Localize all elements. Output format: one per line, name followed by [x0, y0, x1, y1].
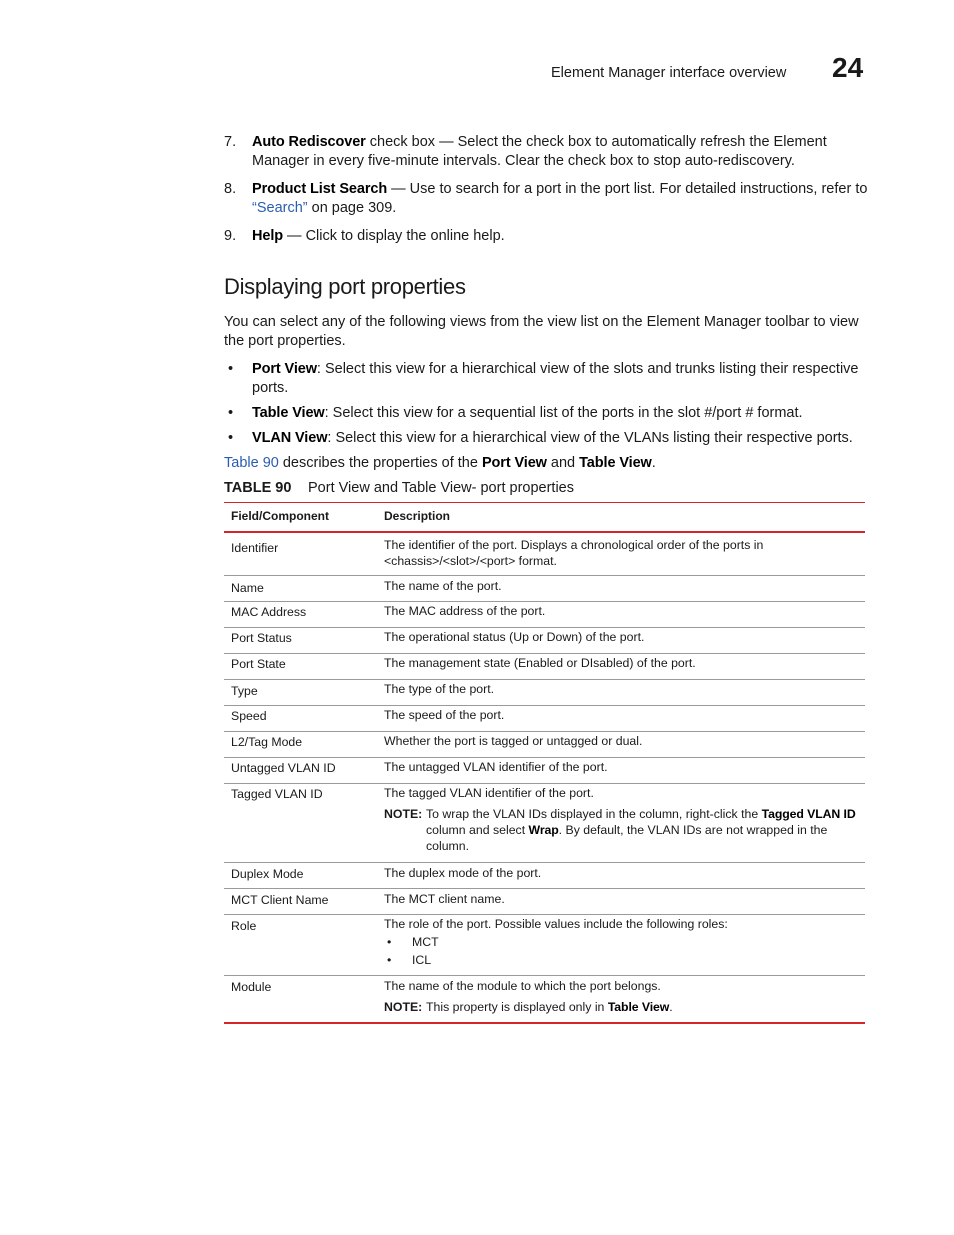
field-cell: Module [231, 980, 272, 994]
description-cell: Whether the port is tagged or untagged or dual. [384, 734, 643, 748]
table-90-link[interactable]: Table 90 [224, 455, 279, 471]
table-row [224, 758, 865, 784]
field-cell: Identifier [231, 541, 279, 555]
list-item [224, 227, 868, 246]
section-title: Displaying port properties [224, 274, 466, 299]
note-term: Table View [607, 1000, 670, 1014]
field-cell: Type [231, 684, 258, 698]
description-cell: The MCT client name. [384, 892, 505, 906]
note-text: To wrap the VLAN IDs displayed in the column, right-click the [426, 807, 762, 821]
item-text: — Click to display the online help. [283, 228, 505, 244]
field-cell: Role [231, 919, 257, 933]
item-text: — Use to search for a port in the port list. For detailed instructions, refer to [387, 181, 868, 197]
field-cell: L2/Tag Mode [231, 735, 303, 749]
note-text: . By default, the VLAN IDs are not wrapped in the column. [426, 823, 828, 853]
bullet-dot: • [387, 935, 392, 949]
description-cell: The operational status (Up or Down) of the port. [384, 630, 645, 644]
bullet-term: VLAN View [252, 430, 328, 446]
note [384, 806, 862, 854]
item-tail: on page 309. [307, 200, 397, 216]
note-label: NOTE: [384, 807, 423, 821]
item-term: Auto Rediscover [252, 134, 366, 150]
field-cell: Port State [231, 657, 286, 671]
field-cell: Name [231, 581, 264, 595]
bullet-item [224, 404, 868, 423]
bullet-text: : Select this view for a sequential list of the ports in the slot #/port # format. [324, 405, 803, 421]
table-row [224, 732, 865, 758]
note-label: NOTE: [384, 1000, 423, 1014]
description-text: The role of the port. Possible values include the following roles: [384, 917, 728, 931]
list-item [224, 180, 868, 218]
table-row [224, 602, 865, 628]
field-cell: Port Status [231, 631, 292, 645]
table-row [224, 654, 865, 680]
table-row [224, 889, 865, 915]
role-item-label: MCT [412, 935, 439, 949]
table-row [224, 680, 865, 706]
description-cell [384, 978, 862, 1015]
item-number: 8. [224, 181, 237, 197]
table-header-row [224, 503, 865, 533]
description-cell: The type of the port. [384, 682, 495, 696]
list-item [224, 133, 868, 171]
table-row [224, 915, 865, 976]
description-text: The tagged VLAN identifier of the port. [384, 786, 594, 800]
field-cell: MCT Client Name [231, 893, 329, 907]
bullet-item [224, 429, 868, 448]
running-header-title: Element Manager interface overview [551, 65, 787, 81]
table-row [224, 706, 865, 732]
description-cell: The management state (Enabled or DIsabled) of the port. [384, 656, 696, 670]
description-cell: The untagged VLAN identifier of the port. [384, 760, 608, 774]
note-term: Tagged VLAN ID [761, 807, 856, 821]
field-cell: Tagged VLAN ID [231, 787, 323, 801]
bullet-dot: • [228, 361, 234, 377]
chapter-number: 24 [832, 52, 864, 83]
item-number: 7. [224, 134, 237, 150]
bullet-dot: • [228, 405, 234, 421]
bullet-text: : Select this view for a hierarchical view of the slots and trunks listing their respective ports. [252, 361, 859, 396]
description-cell: The speed of the port. [384, 708, 505, 722]
item-term: Help [252, 228, 284, 244]
description-cell [384, 916, 862, 968]
role-item [384, 934, 862, 950]
description-cell: The identifier of the port. Displays a chronological order of the ports in <chassis>/<slot>/<port> format. [384, 538, 764, 568]
ref-text: describes the properties of the [278, 455, 482, 471]
item-term: Product List Search [252, 181, 388, 197]
bullet-dot: • [228, 430, 234, 446]
item-number: 9. [224, 228, 237, 244]
note-text: . [669, 1000, 673, 1014]
role-item [384, 952, 862, 968]
bullet-term: Table View [252, 405, 325, 421]
table-reference [224, 454, 868, 473]
header-field: Field/Component [231, 509, 329, 523]
header-description: Description [384, 509, 451, 523]
field-cell: MAC Address [231, 605, 307, 619]
table-row [224, 863, 865, 889]
numbered-list [224, 133, 868, 255]
note-text: column and select [426, 823, 529, 837]
table-title: Port View and Table View- port properties [308, 480, 574, 496]
description-cell: The MAC address of the port. [384, 604, 546, 618]
table-row [224, 576, 865, 602]
description-cell [384, 785, 862, 854]
bullet-item [224, 360, 868, 398]
field-cell: Duplex Mode [231, 867, 304, 881]
note [384, 999, 862, 1015]
description-text: The name of the module to which the port belongs. [384, 979, 661, 993]
description-cell: The duplex mode of the port. [384, 866, 542, 880]
search-link[interactable]: “Search” [252, 200, 308, 216]
field-cell: Speed [231, 709, 267, 723]
bullet-dot: • [387, 953, 392, 967]
note-term: Wrap [528, 823, 559, 837]
note-text: This property is displayed only in [426, 1000, 608, 1014]
ref-term-table-view: Table View [579, 455, 652, 471]
properties-table [224, 502, 865, 1024]
item-text: check box — Select the check box to automatically refresh the Element Manager in every five-minute intervals. Clear the check box to stop auto-rediscovery. [252, 134, 827, 169]
bullet-text: : Select this view for a hierarchical view of the VLANs listing their respective ports. [327, 430, 853, 446]
ref-term-port-view: Port View [481, 455, 547, 471]
table-label: TABLE 90 [224, 480, 292, 496]
intro-paragraph: You can select any of the following views from the view list on the Element Manager toolbar to view the port properties. [224, 314, 859, 349]
table-row [224, 628, 865, 654]
role-item-label: ICL [412, 953, 432, 967]
table-row [224, 976, 865, 1024]
field-cell: Untagged VLAN ID [231, 761, 336, 775]
table-caption [224, 480, 574, 496]
table-row [224, 784, 865, 863]
table-row [224, 533, 865, 576]
ref-text: and [546, 455, 580, 471]
ref-text: . [651, 455, 656, 471]
description-cell: The name of the port. [384, 579, 502, 593]
bullet-term: Port View [252, 361, 317, 377]
